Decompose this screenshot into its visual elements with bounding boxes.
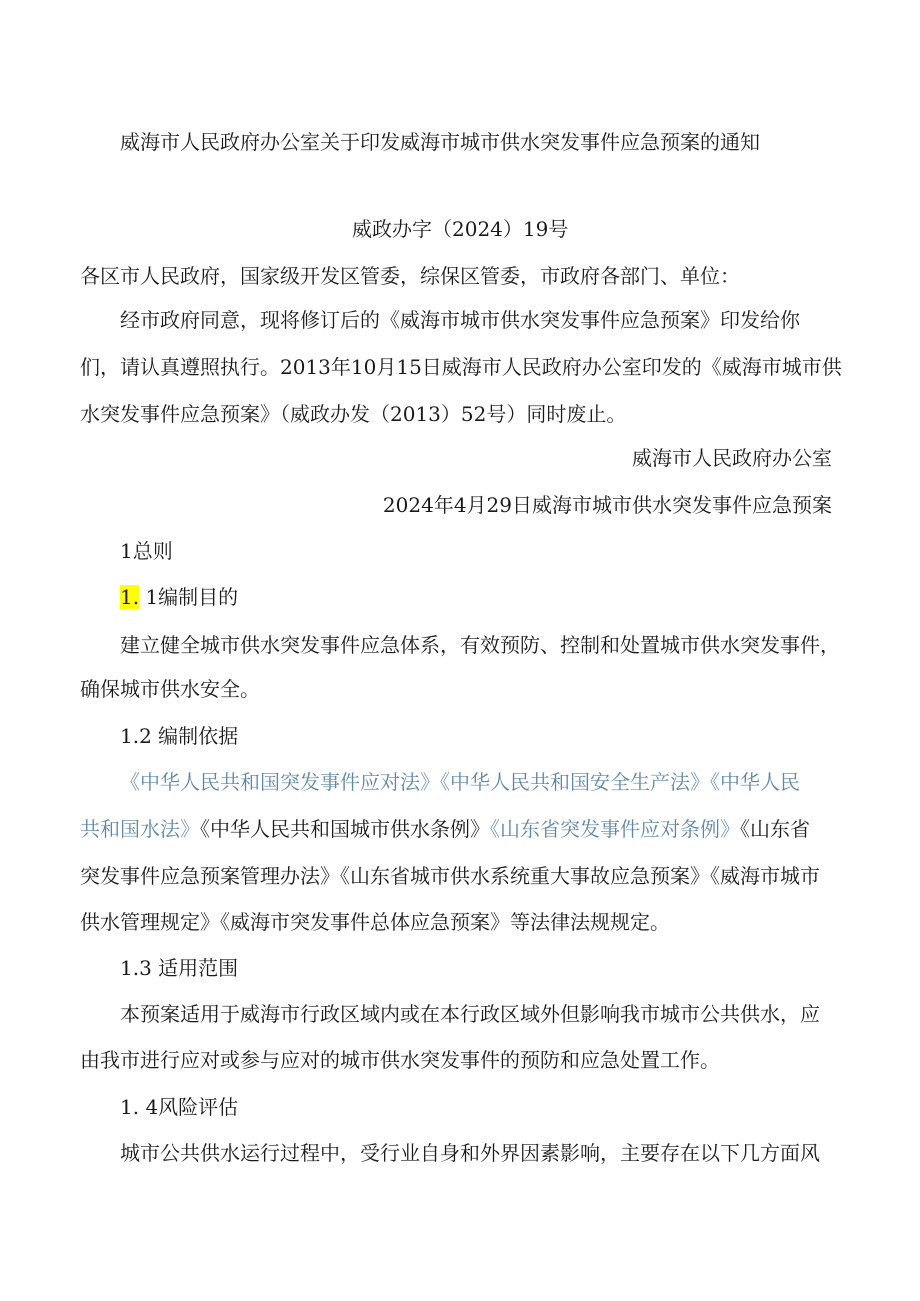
basis-line — [120, 768, 800, 796]
basis-line — [80, 815, 810, 843]
section-heading-1: 1总则 — [120, 539, 173, 563]
document-number: 威政办字（2024）19号 — [352, 217, 569, 241]
law-link[interactable]: 《中华人民 — [710, 770, 800, 794]
law-link[interactable]: 《中华人民共和国安全生产法》 — [440, 770, 710, 794]
notice-line: 水突发事件应急预案》（威政办发（2013）52号）同时废止。 — [80, 402, 627, 426]
scope-line: 本预案适用于威海市行政区域内或在本行政区域外但影响我市城市公共供水，应 — [120, 1002, 820, 1026]
risk-line: 城市公共供水运行过程中，受行业自身和外界因素影响，主要存在以下几方面风 — [120, 1141, 820, 1165]
notice-line: 经市政府同意，现将修订后的《威海市城市供水突发事件应急预案》印发给你 — [120, 308, 800, 332]
law-link[interactable]: 共和国水法》 — [80, 817, 200, 841]
document-title: 威海市人民政府办公室关于印发威海市城市供水突发事件应急预案的通知 — [120, 130, 760, 154]
law-reference: 《山东省 — [740, 817, 810, 841]
basis-line: 突发事件应急预案管理办法》《山东省城市供水系统重大事故应急预案》《威海市城市 — [80, 864, 820, 888]
scope-line: 由我市进行应对或参与应对的城市供水突发事件的预防和应急处置工作。 — [80, 1048, 720, 1072]
section-heading-1-4: 1. 4风险评估 — [120, 1095, 239, 1119]
signature-organization: 威海市人民政府办公室 — [632, 446, 832, 470]
signature-date-and-plan-title: 2024年4月29日威海市城市供水突发事件应急预案 — [382, 493, 832, 517]
basis-line: 供水管理规定》《威海市突发事件总体应急预案》等法律法规规定。 — [80, 910, 670, 934]
highlighted-text: 1. — [120, 585, 140, 609]
purpose-line: 建立健全城市供水突发事件应急体系，有效预防、控制和处置城市供水突发事件， — [120, 633, 840, 657]
law-link[interactable]: 《山东省突发事件应对条例》 — [490, 817, 740, 841]
law-reference: 《中华人民共和国城市供水条例》 — [200, 817, 490, 841]
notice-line: 们，请认真遵照执行。2013年10月15日威海市人民政府办公室印发的《威海市城市供 — [80, 355, 842, 379]
section-heading-text: 1编制目的 — [139, 585, 239, 609]
section-heading-1-3: 1.3 适用范围 — [120, 956, 239, 980]
addressee-line: 各区市人民政府，国家级开发区管委，综保区管委，市政府各部门、单位： — [80, 264, 740, 288]
section-heading-1-1 — [120, 583, 238, 611]
section-heading-1-2: 1.2 编制依据 — [120, 724, 239, 748]
law-link[interactable]: 《中华人民共和国突发事件应对法》 — [120, 770, 440, 794]
purpose-line: 确保城市供水安全。 — [80, 677, 260, 701]
